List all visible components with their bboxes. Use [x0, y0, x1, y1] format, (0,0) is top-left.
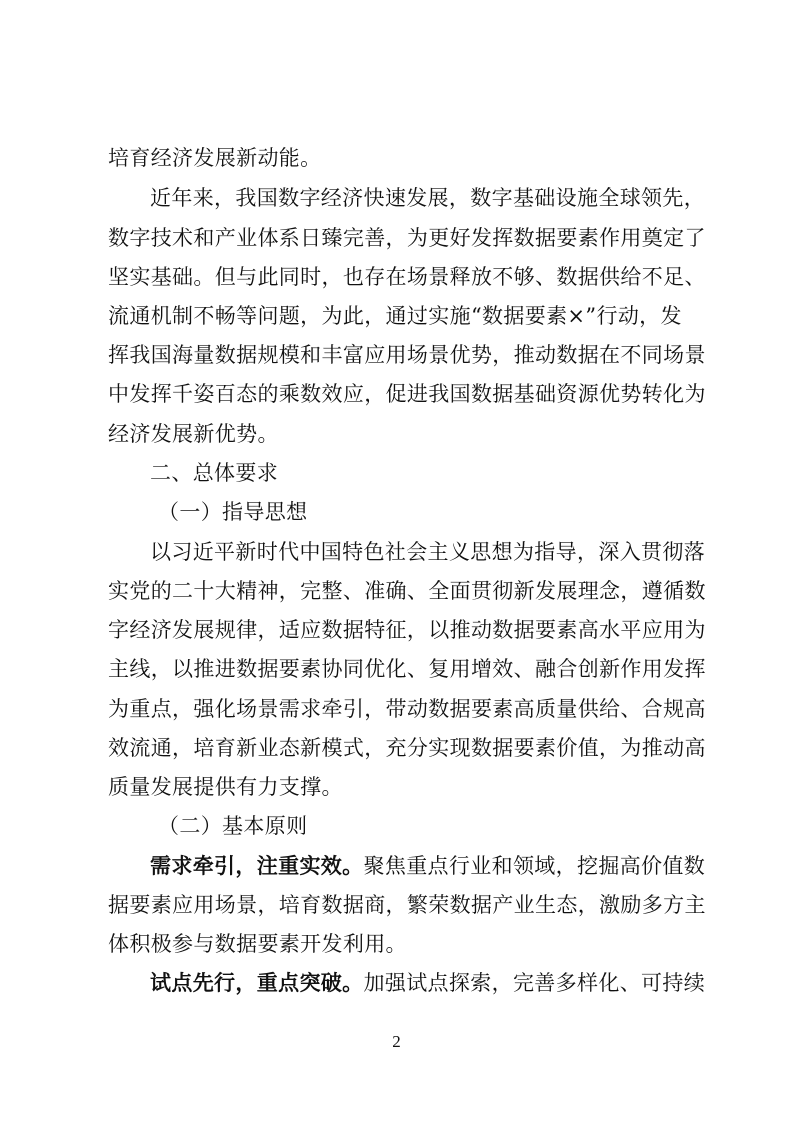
principle-lead: 试点先行，重点突破。	[150, 970, 364, 995]
paragraph-line: 体积极参与数据要素开发利用。	[108, 932, 407, 956]
paragraph-line: 字经济发展规律，适应数据特征，以推动数据要素高水平应用为	[108, 618, 706, 642]
paragraph-line: 培育经济发展新动能。	[108, 146, 322, 170]
section-heading: 二、总体要求	[150, 461, 279, 485]
principle-lead: 需求牵引，注重实效。	[150, 853, 364, 878]
paragraph-line: 主线，以推进数据要素协同优化、复用增效、融合创新作用发挥	[108, 657, 706, 681]
paragraph-line: 近年来，我国数字经济快速发展，数字基础设施全球领先，	[150, 186, 706, 210]
subsection-heading: （二）基本原则	[158, 814, 308, 838]
paragraph-line: 效流通，培育新业态新模式，充分实现数据要素价值，为推动高	[108, 736, 706, 760]
principle-text: 加强试点探索，完善多样化、可持续	[363, 971, 706, 995]
paragraph-line: 坚实基础。但与此同时，也存在场景释放不够、数据供给不足、	[108, 265, 706, 289]
paragraph-line: 据要素应用场景，培育数据商，繁荣数据产业生态，激励多方主	[108, 893, 706, 917]
paragraph-line: 中发挥千姿百态的乘数效应，促进我国数据基础资源优势转化为	[108, 382, 706, 406]
paragraph-line	[150, 970, 706, 995]
paragraph-line: 为重点，强化场景需求牵引，带动数据要素高质量供给、合规高	[108, 697, 706, 721]
subsection-heading: （一）指导思想	[158, 500, 308, 524]
paragraph-line: 挥我国海量数据规模和丰富应用场景优势，推动数据在不同场景	[108, 343, 706, 367]
principle-text: 聚焦重点行业和领域，挖掘高价值数	[363, 854, 706, 878]
paragraph-line	[150, 853, 706, 878]
paragraph-line: 数字技术和产业体系日臻完善，为更好发挥数据要素作用奠定了	[108, 226, 706, 250]
paragraph-line: 质量发展提供有力支撑。	[108, 775, 343, 799]
paragraph-line: 以习近平新时代中国特色社会主义思想为指导，深入贯彻落	[150, 540, 706, 564]
paragraph-line: 流通机制不畅等问题，为此，通过实施“数据要素×”行动，发	[108, 304, 682, 328]
page-number: 2	[392, 1032, 401, 1051]
paragraph-line: 实党的二十大精神，完整、准确、全面贯彻新发展理念，遵循数	[108, 579, 706, 603]
paragraph-line: 经济发展新优势。	[108, 422, 279, 446]
